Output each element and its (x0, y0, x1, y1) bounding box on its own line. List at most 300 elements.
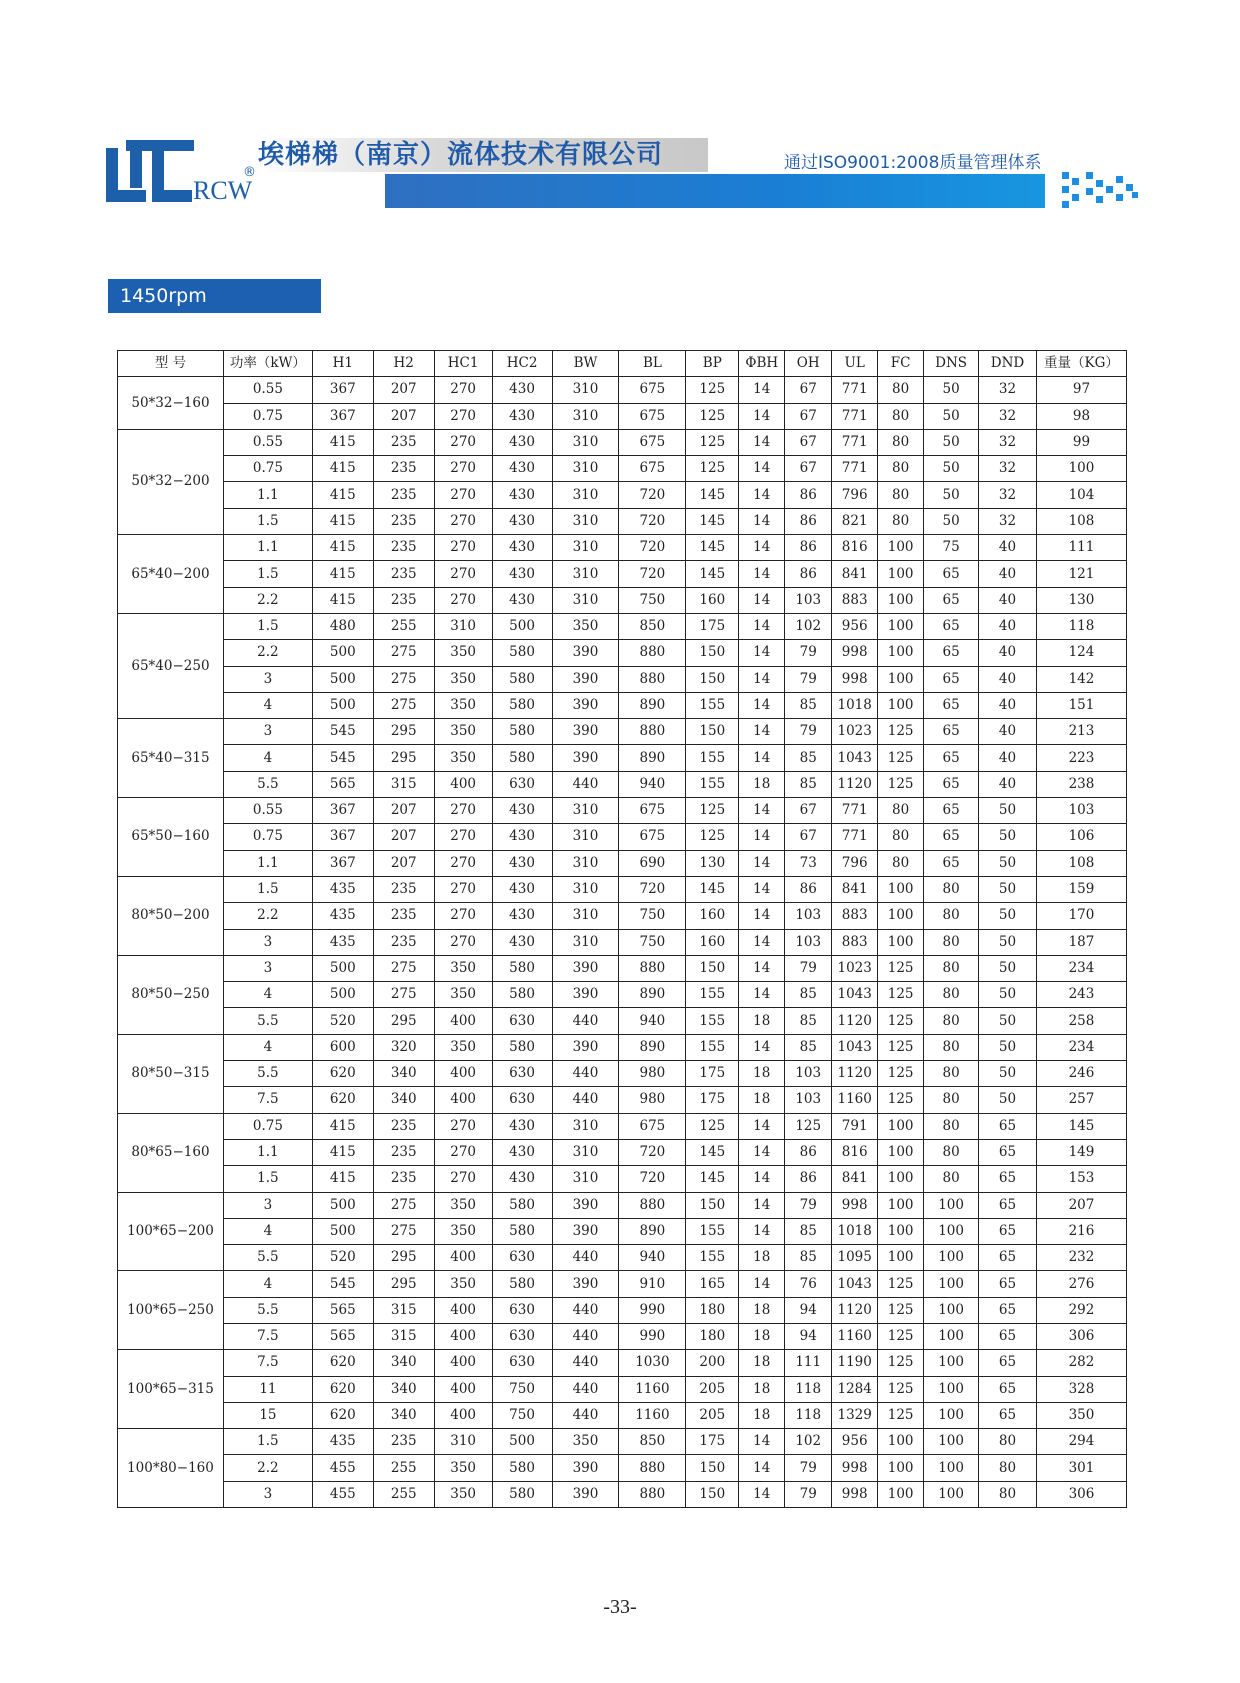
table-cell: 125 (878, 1323, 924, 1349)
table-cell: 14 (739, 403, 785, 429)
table-cell: 430 (492, 587, 552, 613)
table-cell: 455 (312, 1455, 373, 1481)
table-cell: 415 (312, 482, 373, 508)
table-cell: 675 (619, 456, 686, 482)
table-cell: 100 (924, 1192, 979, 1218)
table-cell: 565 (312, 1297, 373, 1323)
table-cell: 85 (785, 745, 832, 771)
table-row (118, 1008, 1127, 1034)
table-row (118, 1218, 1127, 1244)
table-cell: 155 (686, 1008, 739, 1034)
table-cell: 310 (552, 535, 619, 561)
table-cell: 86 (785, 508, 832, 534)
table-cell: 80 (878, 377, 924, 403)
table-cell: 125 (686, 798, 739, 824)
table-cell: 65 (979, 1192, 1037, 1218)
table-cell: 125 (878, 1402, 924, 1428)
table-cell: 580 (492, 1271, 552, 1297)
table-cell: 1023 (832, 719, 878, 745)
table-cell: 100 (924, 1350, 979, 1376)
table-cell: 67 (785, 798, 832, 824)
table-cell: 841 (832, 561, 878, 587)
table-cell: 32 (979, 508, 1037, 534)
table-cell: 18 (739, 771, 785, 797)
table-cell: 155 (686, 1218, 739, 1244)
table-cell: 50 (924, 403, 979, 429)
table-cell: 100 (878, 1192, 924, 1218)
table-cell: 440 (552, 1008, 619, 1034)
table-cell: 520 (312, 1245, 373, 1271)
table-cell: 1329 (832, 1402, 878, 1428)
table-cell: 142 (1036, 666, 1126, 692)
table-cell: 3 (223, 1481, 312, 1507)
model-cell: 50*32−200 (118, 429, 224, 534)
table-cell: 65 (924, 850, 979, 876)
table-row (118, 982, 1127, 1008)
table-cell: 65 (924, 692, 979, 718)
table-cell: 1190 (832, 1350, 878, 1376)
table-cell: 816 (832, 1139, 878, 1165)
table-cell: 14 (739, 824, 785, 850)
table-cell: 890 (619, 692, 686, 718)
table-cell: 306 (1036, 1481, 1126, 1507)
table-cell: 235 (373, 1429, 434, 1455)
table-cell: 310 (552, 587, 619, 613)
table-cell: 390 (552, 666, 619, 692)
table-cell: 160 (686, 903, 739, 929)
table-cell: 124 (1036, 640, 1126, 666)
table-cell: 153 (1036, 1166, 1126, 1192)
table-cell: 4 (223, 745, 312, 771)
table-cell: 620 (312, 1402, 373, 1428)
table-cell: 4 (223, 1271, 312, 1297)
table-cell: 125 (686, 824, 739, 850)
table-cell: 14 (739, 377, 785, 403)
table-cell: 430 (492, 482, 552, 508)
table-cell: 630 (492, 771, 552, 797)
table-cell: 1160 (832, 1323, 878, 1349)
table-row (118, 456, 1127, 482)
column-header: 功率（kW） (223, 351, 312, 377)
table-cell: 100 (924, 1245, 979, 1271)
table-cell: 50 (979, 903, 1037, 929)
table-cell: 565 (312, 771, 373, 797)
table-cell: 258 (1036, 1008, 1126, 1034)
table-cell: 620 (312, 1087, 373, 1113)
decorative-dots-icon (1060, 170, 1140, 210)
table-cell: 270 (434, 429, 492, 455)
table-cell: 145 (686, 482, 739, 508)
table-cell: 14 (739, 719, 785, 745)
table-cell: 430 (492, 429, 552, 455)
table-cell: 80 (878, 850, 924, 876)
table-cell: 18 (739, 1245, 785, 1271)
table-row (118, 1245, 1127, 1271)
table-cell: 14 (739, 482, 785, 508)
table-cell: 415 (312, 535, 373, 561)
table-cell: 100 (924, 1376, 979, 1402)
table-cell: 310 (552, 929, 619, 955)
table-cell: 440 (552, 1323, 619, 1349)
table-row (118, 1481, 1127, 1507)
table-cell: 150 (686, 1455, 739, 1481)
table-cell: 14 (739, 561, 785, 587)
table-cell: 235 (373, 456, 434, 482)
table-cell: 580 (492, 745, 552, 771)
table-cell: 40 (979, 745, 1037, 771)
table-cell: 14 (739, 666, 785, 692)
table-cell: 86 (785, 535, 832, 561)
table-cell: 1043 (832, 1034, 878, 1060)
table-row (118, 1192, 1127, 1218)
table-cell: 125 (686, 377, 739, 403)
table-cell: 65 (924, 613, 979, 639)
table-cell: 295 (373, 719, 434, 745)
table-cell: 415 (312, 508, 373, 534)
table-row (118, 850, 1127, 876)
table-cell: 80 (924, 903, 979, 929)
table-cell: 207 (373, 377, 434, 403)
table-cell: 350 (434, 640, 492, 666)
table-cell: 275 (373, 982, 434, 1008)
table-cell: 175 (686, 1061, 739, 1087)
table-cell: 40 (979, 719, 1037, 745)
table-cell: 440 (552, 1245, 619, 1271)
table-cell: 390 (552, 1481, 619, 1507)
certification-text: 通过ISO9001:2008质量管理体系 (784, 153, 1042, 173)
table-cell: 80 (878, 429, 924, 455)
table-cell: 350 (434, 1192, 492, 1218)
table-cell: 100 (878, 561, 924, 587)
table-cell: 1160 (832, 1087, 878, 1113)
table-cell: 125 (878, 982, 924, 1008)
table-cell: 430 (492, 876, 552, 902)
table-cell: 104 (1036, 482, 1126, 508)
table-cell: 295 (373, 745, 434, 771)
table-cell: 235 (373, 903, 434, 929)
table-cell: 430 (492, 1166, 552, 1192)
table-cell: 340 (373, 1402, 434, 1428)
table-cell: 14 (739, 798, 785, 824)
table-cell: 79 (785, 1192, 832, 1218)
table-cell: 400 (434, 1297, 492, 1323)
table-cell: 207 (373, 850, 434, 876)
table-cell: 580 (492, 1218, 552, 1244)
table-cell: 4 (223, 1218, 312, 1244)
table-cell: 175 (686, 1429, 739, 1455)
table-cell: 980 (619, 1061, 686, 1087)
table-cell: 18 (739, 1402, 785, 1428)
table-row (118, 692, 1127, 718)
table-cell: 67 (785, 429, 832, 455)
table-cell: 7.5 (223, 1350, 312, 1376)
table-cell: 50 (979, 1061, 1037, 1087)
table-cell: 50 (924, 429, 979, 455)
table-cell: 435 (312, 876, 373, 902)
table-cell: 40 (979, 640, 1037, 666)
table-cell: 79 (785, 1481, 832, 1507)
table-cell: 160 (686, 587, 739, 613)
table-cell: 14 (739, 1113, 785, 1139)
table-cell: 620 (312, 1350, 373, 1376)
table-cell: 111 (785, 1350, 832, 1376)
table-cell: 108 (1036, 508, 1126, 534)
table-row (118, 535, 1127, 561)
table-cell: 75 (924, 535, 979, 561)
model-cell: 100*65−250 (118, 1271, 224, 1350)
table-cell: 207 (373, 824, 434, 850)
table-row (118, 377, 1127, 403)
table-cell: 367 (312, 377, 373, 403)
table-cell: 50 (979, 824, 1037, 850)
table-cell: 145 (686, 1166, 739, 1192)
table-cell: 150 (686, 719, 739, 745)
table-cell: 880 (619, 1192, 686, 1218)
table-cell: 630 (492, 1323, 552, 1349)
table-body (118, 377, 1127, 1508)
table-cell: 310 (552, 798, 619, 824)
table-row (118, 1087, 1127, 1113)
table-cell: 235 (373, 1139, 434, 1165)
table-cell: 65 (924, 824, 979, 850)
table-cell: 720 (619, 482, 686, 508)
table-row (118, 640, 1127, 666)
table-cell: 125 (878, 1087, 924, 1113)
table-cell: 100 (924, 1218, 979, 1244)
table-cell: 720 (619, 535, 686, 561)
table-cell: 390 (552, 719, 619, 745)
table-cell: 0.75 (223, 456, 312, 482)
table-cell: 580 (492, 1481, 552, 1507)
table-cell: 435 (312, 1429, 373, 1455)
table-cell: 270 (434, 824, 492, 850)
table-cell: 275 (373, 1218, 434, 1244)
table-cell: 675 (619, 824, 686, 850)
table-cell: 40 (979, 771, 1037, 797)
table-cell: 500 (312, 1192, 373, 1218)
table-cell: 149 (1036, 1139, 1126, 1165)
table-cell: 14 (739, 1166, 785, 1192)
table-cell: 350 (434, 745, 492, 771)
table-cell: 883 (832, 903, 878, 929)
table-cell: 235 (373, 587, 434, 613)
table-cell: 50 (979, 876, 1037, 902)
table-cell: 175 (686, 613, 739, 639)
table-cell: 102 (785, 613, 832, 639)
table-row (118, 561, 1127, 587)
table-cell: 65 (979, 1218, 1037, 1244)
table-cell: 630 (492, 1061, 552, 1087)
table-cell: 121 (1036, 561, 1126, 587)
table-cell: 32 (979, 403, 1037, 429)
model-cell: 65*40−200 (118, 535, 224, 614)
table-cell: 940 (619, 771, 686, 797)
table-cell: 750 (492, 1376, 552, 1402)
table-cell: 1120 (832, 771, 878, 797)
table-cell: 32 (979, 377, 1037, 403)
table-cell: 213 (1036, 719, 1126, 745)
table-cell: 180 (686, 1323, 739, 1349)
table-cell: 85 (785, 1245, 832, 1271)
table-cell: 390 (552, 1218, 619, 1244)
table-cell: 340 (373, 1087, 434, 1113)
model-cell: 80*50−315 (118, 1034, 224, 1113)
table-cell: 80 (924, 1087, 979, 1113)
table-cell: 80 (979, 1481, 1037, 1507)
table-cell: 350 (552, 613, 619, 639)
table-cell: 880 (619, 719, 686, 745)
table-cell: 65 (979, 1323, 1037, 1349)
table-cell: 1.5 (223, 876, 312, 902)
table-cell: 79 (785, 955, 832, 981)
table-cell: 32 (979, 429, 1037, 455)
model-cell: 65*40−250 (118, 613, 224, 718)
table-cell: 340 (373, 1350, 434, 1376)
table-cell: 990 (619, 1323, 686, 1349)
table-cell: 100 (924, 1429, 979, 1455)
table-cell: 340 (373, 1061, 434, 1087)
table-cell: 94 (785, 1323, 832, 1349)
model-cell: 100*65−315 (118, 1350, 224, 1429)
table-cell: 998 (832, 1455, 878, 1481)
table-cell: 79 (785, 640, 832, 666)
column-header: BL (619, 351, 686, 377)
table-cell: 270 (434, 561, 492, 587)
table-cell: 14 (739, 903, 785, 929)
table-cell: 100 (878, 876, 924, 902)
table-cell: 545 (312, 745, 373, 771)
table-cell: 80 (924, 1139, 979, 1165)
table-cell: 400 (434, 1087, 492, 1113)
table-cell: 580 (492, 1034, 552, 1060)
table-cell: 100 (878, 1139, 924, 1165)
table-cell: 80 (924, 929, 979, 955)
table-cell: 841 (832, 876, 878, 902)
table-cell: 480 (312, 613, 373, 639)
table-cell: 14 (739, 1218, 785, 1244)
table-cell: 400 (434, 771, 492, 797)
table-cell: 94 (785, 1297, 832, 1323)
table-cell: 295 (373, 1008, 434, 1034)
table-cell: 0.75 (223, 403, 312, 429)
table-cell: 415 (312, 561, 373, 587)
table-cell: 310 (552, 876, 619, 902)
model-cell: 65*50−160 (118, 798, 224, 877)
table-cell: 720 (619, 1166, 686, 1192)
table-cell: 100 (878, 903, 924, 929)
table-cell: 235 (373, 561, 434, 587)
table-cell: 145 (686, 561, 739, 587)
table-cell: 50 (979, 929, 1037, 955)
table-cell: 18 (739, 1376, 785, 1402)
table-cell: 14 (739, 745, 785, 771)
table-cell: 100 (924, 1297, 979, 1323)
table-cell: 85 (785, 692, 832, 718)
table-cell: 270 (434, 482, 492, 508)
table-cell: 841 (832, 1166, 878, 1192)
table-cell: 2.2 (223, 640, 312, 666)
table-cell: 238 (1036, 771, 1126, 797)
table-cell: 155 (686, 1034, 739, 1060)
column-header: ΦBH (739, 351, 785, 377)
table-cell: 7.5 (223, 1323, 312, 1349)
table-cell: 125 (878, 771, 924, 797)
table-cell: 430 (492, 535, 552, 561)
table-cell: 350 (434, 1481, 492, 1507)
table-cell: 165 (686, 1271, 739, 1297)
table-cell: 80 (924, 1034, 979, 1060)
table-cell: 367 (312, 403, 373, 429)
table-cell: 111 (1036, 535, 1126, 561)
table-cell: 910 (619, 1271, 686, 1297)
table-cell: 750 (619, 929, 686, 955)
table-cell: 440 (552, 1087, 619, 1113)
table-cell: 415 (312, 1166, 373, 1192)
table-cell: 18 (739, 1061, 785, 1087)
table-cell: 415 (312, 1139, 373, 1165)
table-cell: 86 (785, 482, 832, 508)
table-cell: 367 (312, 850, 373, 876)
table-cell: 990 (619, 1297, 686, 1323)
table-cell: 14 (739, 1271, 785, 1297)
table-row (118, 1297, 1127, 1323)
table-cell: 106 (1036, 824, 1126, 850)
table-cell: 310 (552, 824, 619, 850)
table-cell: 86 (785, 1166, 832, 1192)
table-cell: 998 (832, 1192, 878, 1218)
table-cell: 315 (373, 1297, 434, 1323)
table-cell: 65 (924, 771, 979, 797)
table-cell: 440 (552, 1402, 619, 1428)
table-cell: 1284 (832, 1376, 878, 1402)
table-row (118, 1061, 1127, 1087)
table-cell: 580 (492, 1192, 552, 1218)
table-cell: 14 (739, 929, 785, 955)
column-header: BP (686, 351, 739, 377)
table-row (118, 824, 1127, 850)
table-cell: 565 (312, 1323, 373, 1349)
table-cell: 14 (739, 535, 785, 561)
column-header: BW (552, 351, 619, 377)
table-cell: 675 (619, 403, 686, 429)
table-cell: 430 (492, 403, 552, 429)
table-cell: 270 (434, 377, 492, 403)
column-header: DND (979, 351, 1037, 377)
table-cell: 100 (878, 1481, 924, 1507)
table-cell: 18 (739, 1323, 785, 1349)
table-cell: 67 (785, 456, 832, 482)
table-cell: 65 (979, 1402, 1037, 1428)
table-cell: 310 (552, 1166, 619, 1192)
table-cell: 80 (924, 1166, 979, 1192)
table-cell: 18 (739, 1008, 785, 1034)
table-cell: 275 (373, 955, 434, 981)
table-cell: 100 (878, 587, 924, 613)
table-cell: 40 (979, 535, 1037, 561)
table-cell: 430 (492, 377, 552, 403)
table-cell: 390 (552, 745, 619, 771)
table-cell: 315 (373, 771, 434, 797)
table-cell: 270 (434, 798, 492, 824)
table-cell: 125 (878, 1376, 924, 1402)
table-cell: 415 (312, 429, 373, 455)
table-cell: 235 (373, 876, 434, 902)
table-cell: 315 (373, 1323, 434, 1349)
table-cell: 246 (1036, 1061, 1126, 1087)
table-cell: 400 (434, 1350, 492, 1376)
table-cell: 400 (434, 1008, 492, 1034)
table-cell: 125 (686, 456, 739, 482)
